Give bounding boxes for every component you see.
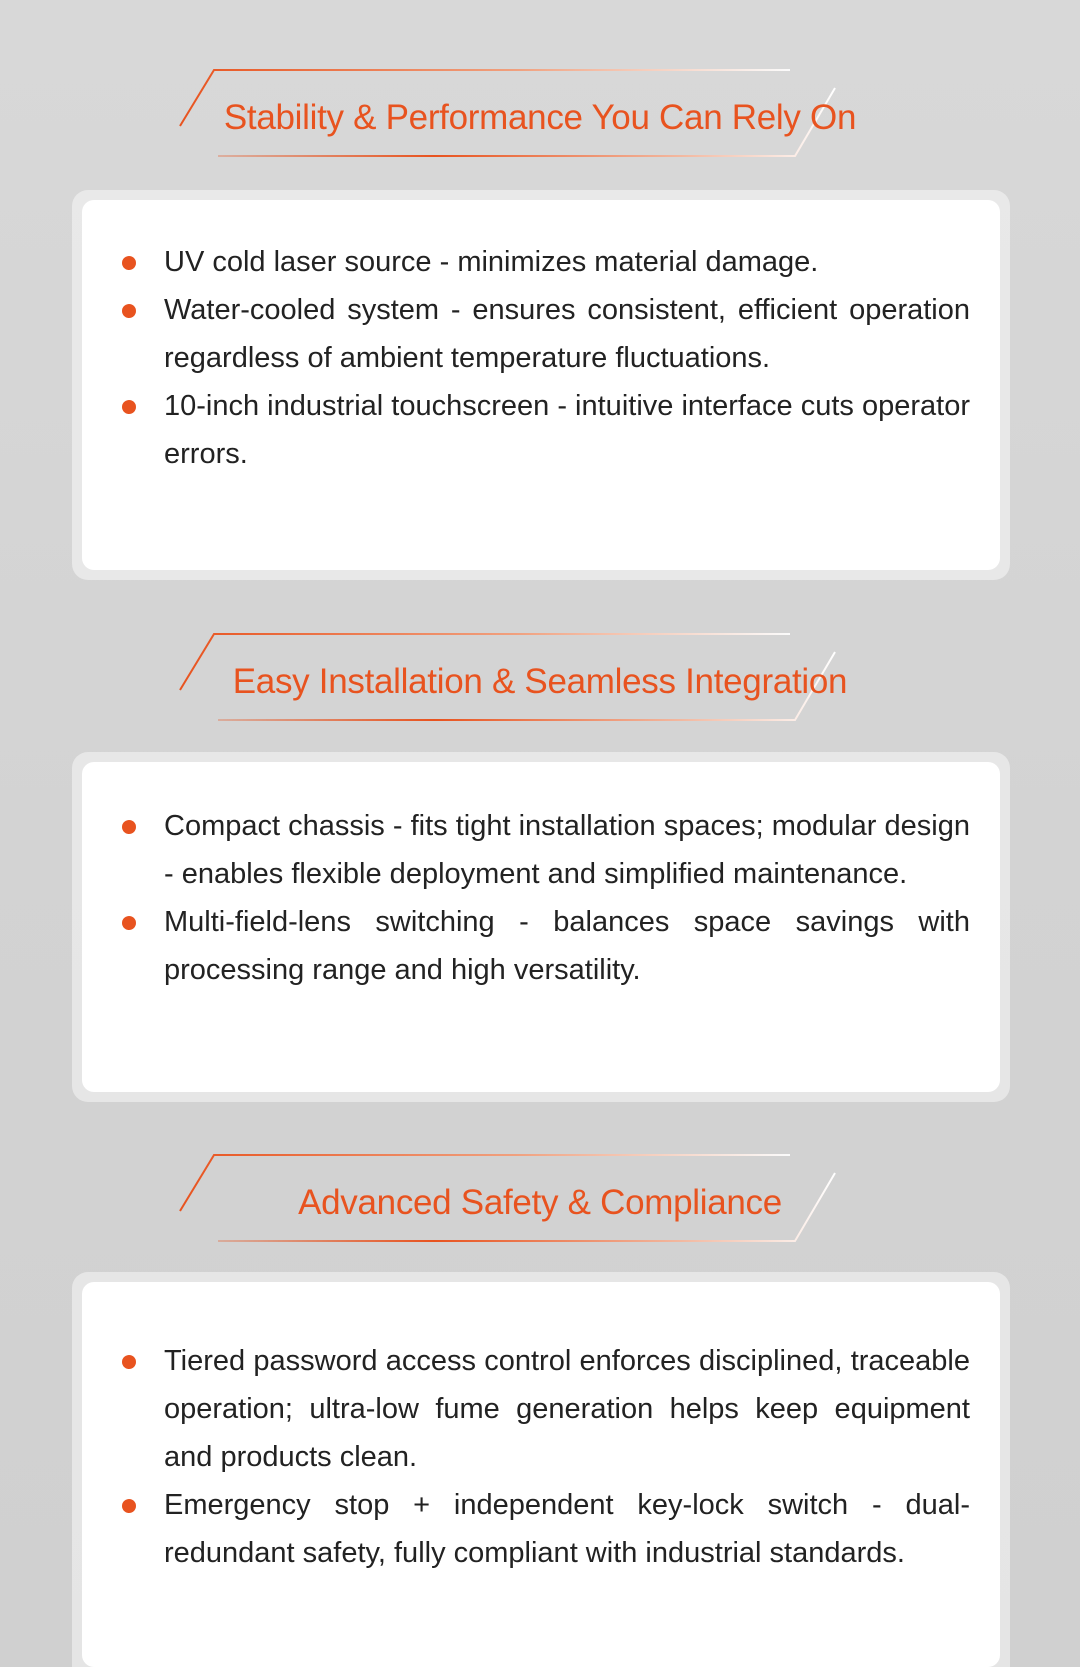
bullet-text: UV cold laser source - minimizes material damage. [164,246,819,278]
bullet-list [122,238,970,478]
orange-dot-icon [122,256,136,270]
orange-dot-icon [122,1499,136,1513]
orange-dot-icon [122,304,136,318]
orange-dot-icon [122,400,136,414]
feature-card-body [82,1282,1000,1667]
bullet-list [122,1337,970,1577]
feature-card-body [82,200,1000,570]
list-item [122,1337,970,1481]
list-item [122,898,970,994]
bullet-list [122,802,970,994]
bullet-text: Compact chassis - fits tight installation spaces; modular design - enables flexible deployment and simplified maintenance. [164,810,970,890]
orange-dot-icon [122,916,136,930]
feature-card-body [82,762,1000,1092]
bullet-text: Tiered password access control enforces disciplined, traceable operation; ultra-low fume generation helps keep equipment and products clean. [164,1345,970,1473]
section-title: Stability & Performance You Can Rely On [223,98,857,137]
section-heading [180,68,900,168]
bullet-text: Water-cooled system - ensures consistent, efficient operation regardless of ambient temperature fluctuations. [164,294,970,374]
list-item [122,1481,970,1577]
section-title: Easy Installation & Seamless Integration [232,662,848,701]
orange-dot-icon [122,1355,136,1369]
section-title: Advanced Safety & Compliance [298,1183,782,1222]
section-heading [180,1153,900,1253]
list-item [122,802,970,898]
list-item [122,382,970,478]
orange-dot-icon [122,820,136,834]
feature-card [72,1272,1010,1667]
feature-card [72,190,1010,580]
list-item [122,286,970,382]
feature-card [72,752,1010,1102]
list-item [122,238,970,286]
section-heading [180,632,900,732]
bullet-text: Multi-field-lens switching - balances space savings with processing range and high versatility. [164,906,970,986]
bullet-text: 10-inch industrial touchscreen - intuitive interface cuts operator errors. [164,390,970,470]
bullet-text: Emergency stop + independent key-lock switch - dual-redundant safety, fully compliant with industrial standards. [164,1489,970,1569]
